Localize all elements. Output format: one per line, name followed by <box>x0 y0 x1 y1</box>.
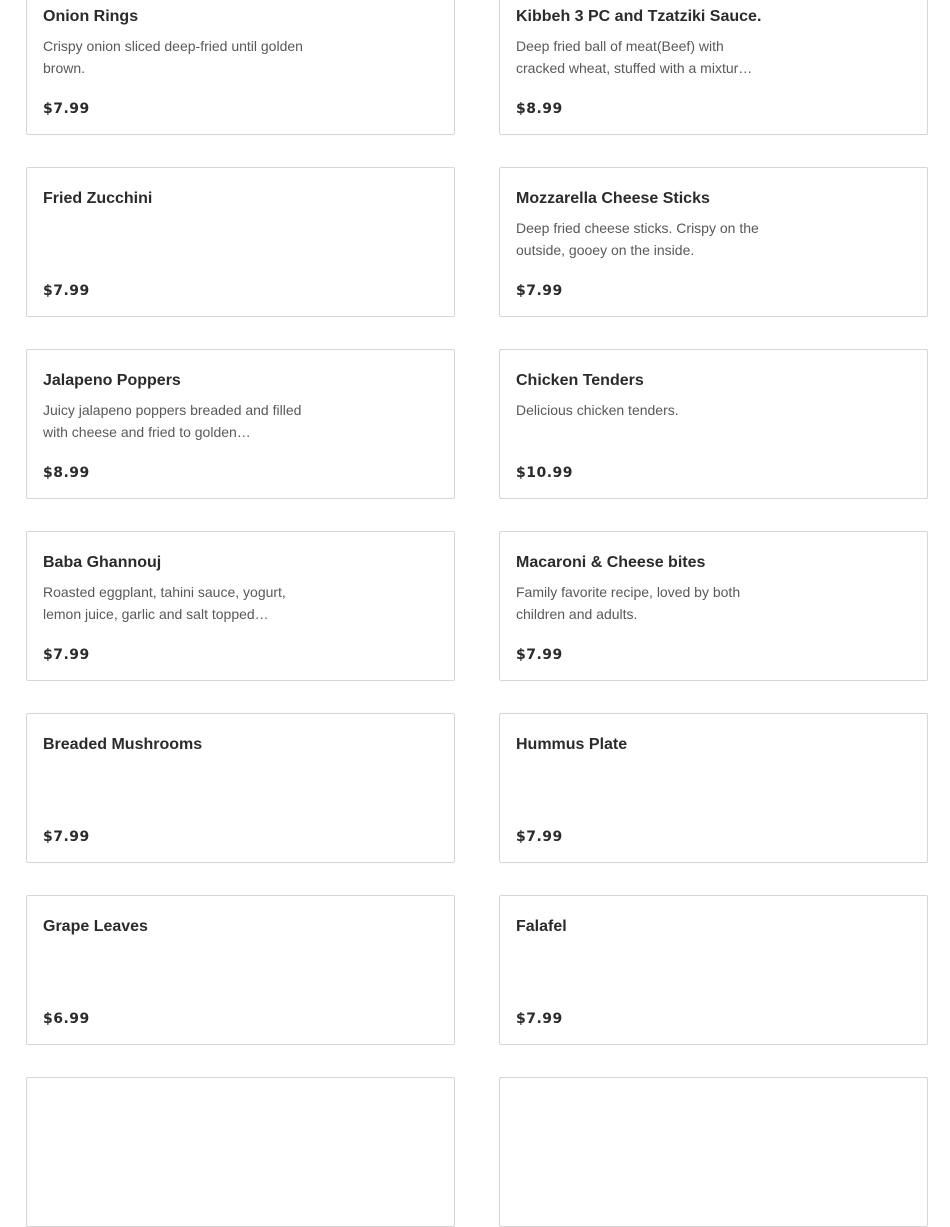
menu-item-card[interactable] <box>26 349 455 499</box>
menu-item-description: Deep fried ball of meat(Beef) with cracked wheat, stuffed with a mixtur… <box>516 38 753 76</box>
menu-item-card[interactable] <box>26 713 455 863</box>
menu-item-card[interactable] <box>26 895 455 1045</box>
menu-item-price: $7.99 <box>43 283 90 299</box>
menu-item-card[interactable] <box>499 1077 928 1227</box>
menu-item-name: Baba Ghannouj <box>43 554 162 571</box>
menu-item-card[interactable] <box>499 167 928 317</box>
menu-item-card[interactable] <box>26 0 455 135</box>
menu-item-price: $10.99 <box>516 465 574 481</box>
menu-item-card[interactable] <box>499 349 928 499</box>
menu-item-price: $7.99 <box>516 829 563 845</box>
menu-item-description: Crispy onion sliced deep-fried until golden brown. <box>43 38 303 76</box>
menu-item-description: Family favorite recipe, loved by both children and adults. <box>516 584 741 622</box>
menu-item-price: $7.99 <box>43 829 90 845</box>
menu-item-description: Delicious chicken tenders. <box>516 402 679 418</box>
menu-item-price: $6.99 <box>43 1011 90 1027</box>
menu-item-name: Grape Leaves <box>43 918 148 935</box>
menu-item-card[interactable] <box>499 0 928 135</box>
menu-item-name: Falafel <box>516 918 567 935</box>
menu-item-description: Roasted eggplant, tahini sauce, yogurt, lemon juice, garlic and salt topped… <box>43 584 286 622</box>
menu-item-price: $7.99 <box>43 647 90 663</box>
menu-item-price: $7.99 <box>516 283 563 299</box>
menu-item-name: Macaroni & Cheese bites <box>516 554 706 571</box>
menu-item-price: $7.99 <box>516 1011 563 1027</box>
menu-item-description: Juicy jalapeno poppers breaded and filled with cheese and fried to golden… <box>43 402 302 440</box>
menu-item-card[interactable] <box>499 531 928 681</box>
menu-item-price: $7.99 <box>516 647 563 663</box>
menu-item-name: Mozzarella Cheese Sticks <box>516 190 710 207</box>
menu-item-name: Onion Rings <box>43 8 139 25</box>
menu-item-card[interactable] <box>26 1077 455 1227</box>
menu-items-grid <box>26 0 928 1227</box>
menu-item-name: Kibbeh 3 PC and Tzatziki Sauce. <box>516 8 762 25</box>
menu-item-name: Hummus Plate <box>516 736 628 753</box>
menu-item-card[interactable] <box>499 713 928 863</box>
menu-item-price: $7.99 <box>43 101 90 117</box>
menu-item-price: $8.99 <box>516 101 563 117</box>
menu-item-price: $8.99 <box>43 465 90 481</box>
menu-item-name: Chicken Tenders <box>516 372 644 389</box>
menu-item-name: Jalapeno Poppers <box>43 372 181 389</box>
menu-item-description: Deep fried cheese sticks. Crispy on the outside, gooey on the inside. <box>516 220 759 258</box>
menu-item-card[interactable] <box>26 531 455 681</box>
menu-item-name: Breaded Mushrooms <box>43 736 203 753</box>
menu-item-card[interactable] <box>499 895 928 1045</box>
menu-item-card[interactable] <box>26 167 455 317</box>
menu-item-name: Fried Zucchini <box>43 190 153 207</box>
